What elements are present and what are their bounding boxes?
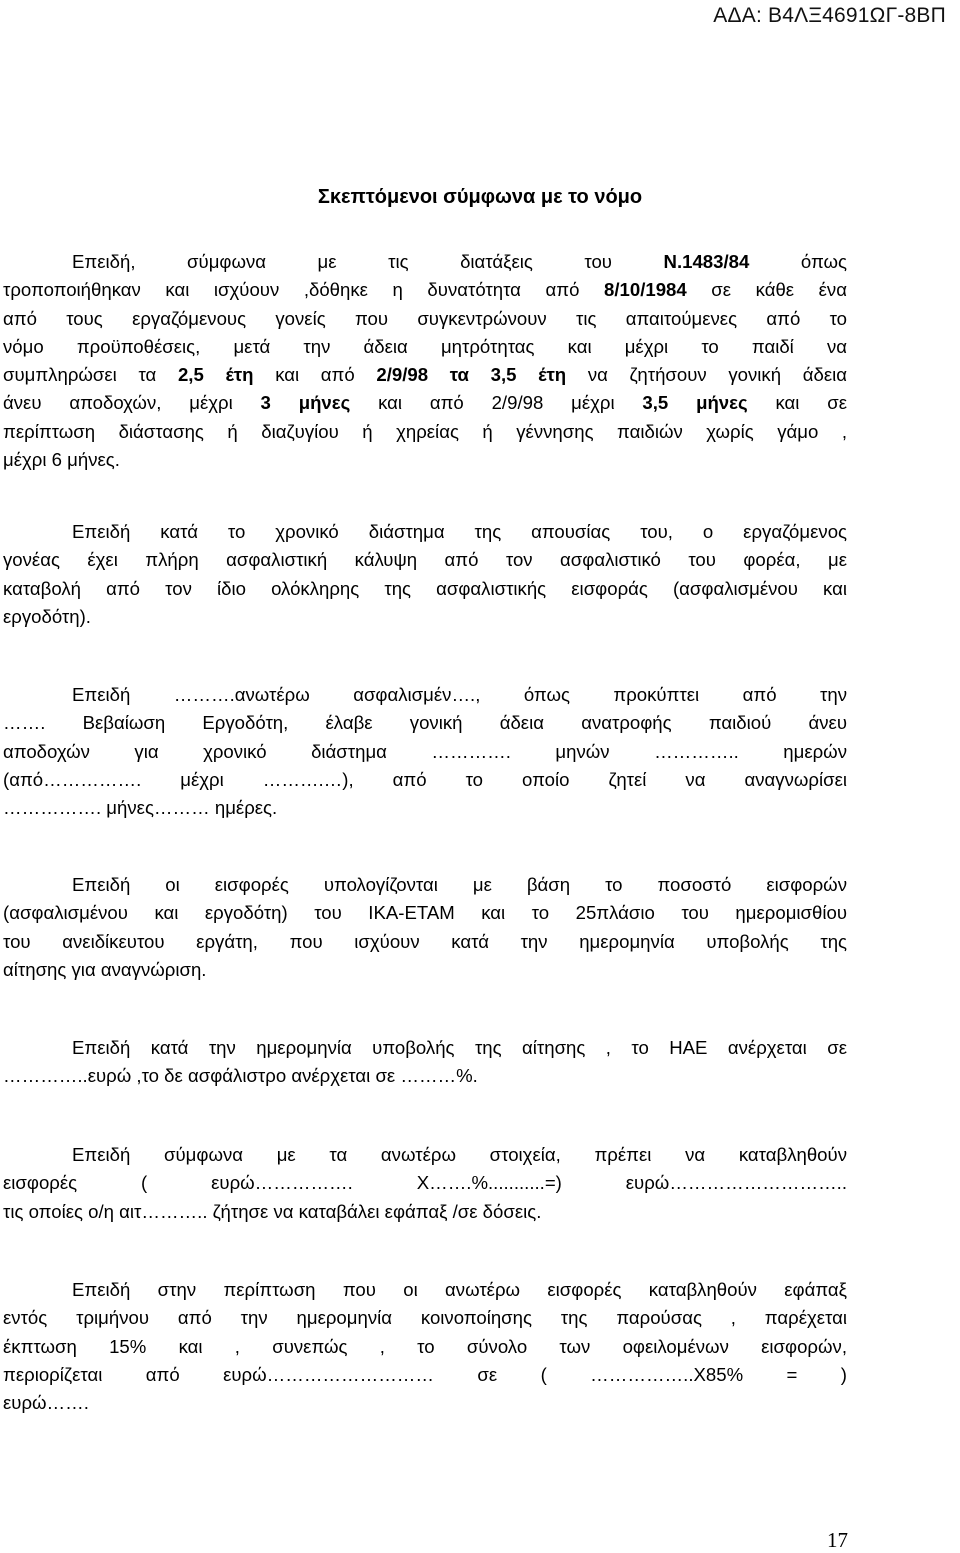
paragraph-1-line (3, 361, 847, 389)
paragraph-1-line (3, 276, 847, 304)
paragraph-6 (3, 1141, 847, 1226)
bold-term: 3 μήνες (260, 392, 351, 414)
text-span: και σε (747, 392, 848, 414)
paragraph-1-line: νόμο προϋποθέσεις, μετά την άδεια μητρότητας και μέχρι το παιδί να (3, 335, 847, 357)
paragraph-1 (3, 248, 847, 474)
paragraph-5-line: …………..ευρώ ,το δε ασφάλιστρο ανέρχεται σε ………%. (3, 1065, 478, 1087)
paragraph-3 (3, 681, 847, 822)
paragraph-6-line: Επειδή σύμφωνα με τα ανωτέρω στοιχεία, πρέπει να καταβληθούν (72, 1144, 847, 1165)
text-span: άνευ αποδοχών, μέχρι (3, 392, 261, 414)
paragraph-7-line: περιορίζεται από ευρώ……………………… σε ( ……………..Χ85% = ) (3, 1363, 847, 1385)
paragraph-7-line: εντός τριμήνου από την ημερομηνία κοινοποίησης της παρούσας , παρέχεται (3, 1307, 847, 1329)
text-span: να ζητήσουν γονική άδεια (566, 364, 847, 386)
paragraph-5-line: Επειδή κατά την ημερομηνία υποβολής της αίτησης , το ΗΑΕ ανέρχεται σε (72, 1037, 847, 1058)
text-span: σε κάθε ένα (686, 279, 847, 301)
text-span: Επειδή, σύμφωνα με τις διατάξεις του (72, 251, 664, 272)
paragraph-1-line: μέχρι 6 μήνες. (3, 449, 120, 471)
paragraph-4-line: του ανειδίκευτου εργάτη, που ισχύουν κατά την ημερομηνία υποβολής της (3, 930, 847, 952)
paragraph-1-line (3, 248, 847, 276)
paragraph-2-line: εργοδότη). (3, 605, 91, 627)
paragraph-6-line: εισφορές ( ευρώ……………. Χ…….%...........=) ευρώ……………………….. (3, 1172, 847, 1194)
date-reference: 8/10/1984 (604, 279, 687, 301)
paragraph-7 (3, 1276, 847, 1417)
paragraph-3-line: αποδοχών για χρονικό διάστημα …………. μηνών ………….. ημερών (3, 740, 847, 762)
paragraph-3-line: ……. Βεβαίωση Εργοδότη, έλαβε γονική άδεια ανατροφής παιδιού άνευ (3, 712, 847, 734)
law-reference: Ν.1483/84 (663, 251, 750, 272)
paragraph-1-line: από τους εργαζόμενους γονείς που συγκεντρώνουν τις απαιτούμενες από το (3, 307, 847, 329)
paragraph-1-line: περίπτωση διάστασης ή διαζυγίου ή χηρείας ή γέννησης παιδιών χωρίς γάμο , (3, 420, 847, 442)
text-span: συμπληρώσει τα (3, 364, 178, 386)
paragraph-4 (3, 871, 847, 984)
bold-term: 3,5 μήνες (642, 392, 748, 414)
bold-term: 2,5 έτη (177, 364, 254, 386)
paragraph-2-line: Επειδή κατά το χρονικό διάστημα της απουσίας του, ο εργαζόμενος (72, 521, 847, 542)
ada-code: ΑΔΑ: Β4ΛΞ4691ΩΓ-8ΒΠ (713, 4, 946, 27)
paragraph-2-line: γονέας έχει πλήρη ασφαλιστική κάλυψη από τον ασφαλιστικό του φορέα, με (3, 549, 847, 571)
paragraph-7-line: έκπτωση 15% και , συνεπώς , το σύνολο των οφειλομένων εισφορών, (3, 1335, 847, 1357)
paragraph-5 (3, 1034, 847, 1091)
paragraph-4-line: Επειδή οι εισφορές υπολογίζονται με βάση το ποσοστό εισφορών (72, 874, 847, 895)
paragraph-1-line (3, 389, 847, 417)
paragraph-2 (3, 518, 847, 631)
paragraph-3-line: (από……………. μέχρι ……….…), από το οποίο ζητεί να αναγνωρίσει (3, 768, 847, 790)
paragraph-2-line: καταβολή από τον ίδιο ολόκληρης της ασφαλιστικής εισφοράς (ασφαλισμένου και (3, 577, 847, 599)
text-span: τροποποιήθηκαν και ισχύουν ,δόθηκε η δυνατότητα από (3, 279, 604, 301)
paragraph-7-line: Επειδή στην περίπτωση που οι ανωτέρω εισφορές καταβληθούν εφάπαξ (72, 1279, 847, 1300)
bold-term: 2/9/98 τα 3,5 έτη (376, 364, 567, 386)
paragraph-7-line: ευρώ……. (3, 1392, 89, 1414)
paragraph-6-line: τις οποίες ο/η αιτ……….. ζήτησε να καταβάλει εφάπαξ /σε δόσεις. (3, 1200, 542, 1222)
page-number: 17 (827, 1528, 848, 1552)
section-heading: Σκεπτόμενοι σύμφωνα με το νόμο (317, 186, 643, 208)
paragraph-3-line: ……………. μήνες……… ημέρες. (3, 797, 278, 819)
text-span: όπως (749, 251, 847, 272)
paragraph-4-line: αίτησης για αναγνώριση. (3, 958, 207, 980)
paragraph-3-line: Επειδή ……….ανωτέρω ασφαλισμέν…., όπως προκύπτει από την (72, 684, 847, 705)
text-span: και από (253, 364, 377, 386)
paragraph-4-line: (ασφαλισμένου και εργοδότη) του ΙΚΑ-ΕΤΑΜ και το 25πλάσιο του ημερομισθίου (3, 902, 847, 924)
text-span: και από 2/9/98 μέχρι (350, 392, 643, 414)
